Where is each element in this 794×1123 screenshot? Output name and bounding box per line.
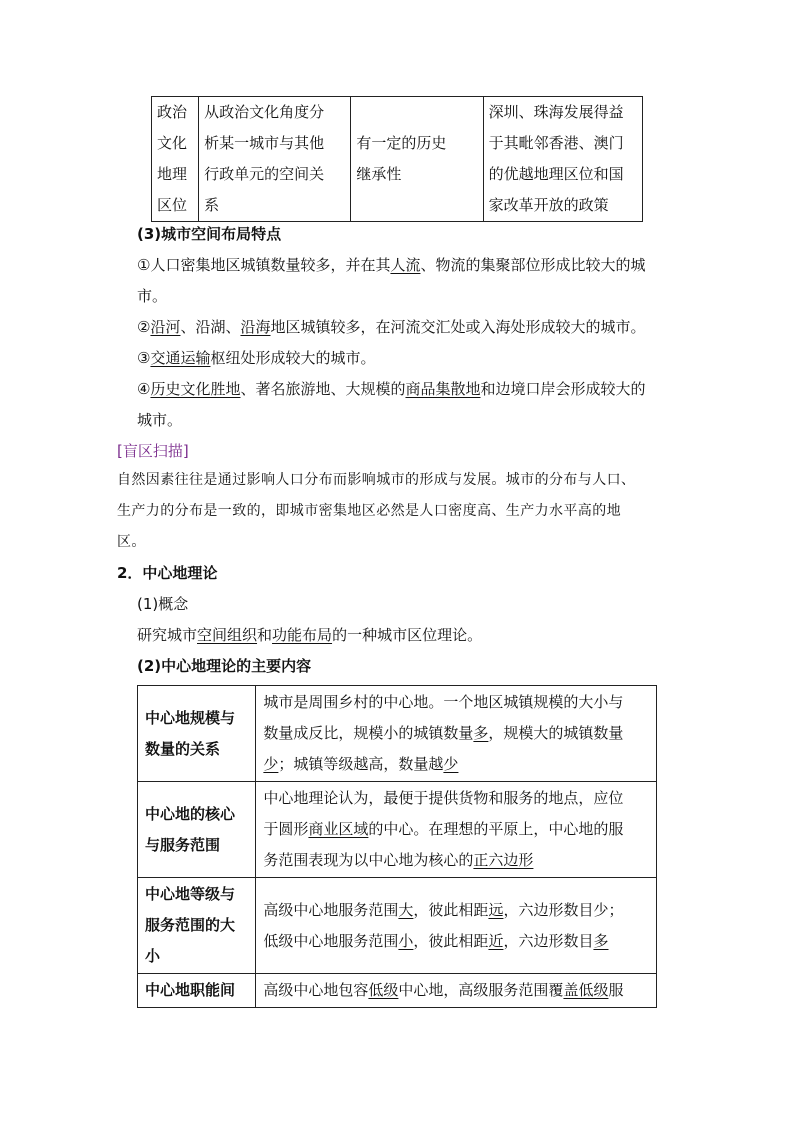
underlined-answer: 功能布局 (272, 626, 333, 644)
underlined-answer: 沿河 (150, 318, 181, 336)
underlined-answer: 少 (263, 755, 279, 773)
text: 务范围表现为以中心地为核心的 (263, 851, 474, 869)
underlined-answer: 历史文化胜地 (150, 380, 241, 398)
text: ② (137, 318, 151, 336)
analysis-cell: 从政治文化角度分 析某一城市与其他 行政单元的空间关 系 (199, 97, 351, 222)
feature-cell: 有一定的历史 继承性 (351, 97, 483, 222)
paragraph-line (137, 317, 646, 337)
text: 地区城镇较多，在河流交汇处或入海处形成较大的城市。 (270, 318, 646, 336)
sub-heading: (1)概念 (137, 595, 189, 613)
underlined-answer: 低级 (368, 981, 399, 999)
row-key: 中心地等级与 服务范围的大 小 (138, 878, 256, 974)
underlined-answer: 盖低级 (563, 981, 609, 999)
text: 、著名旅游地、大规模的 (240, 380, 406, 398)
factor-cell: 政治 文化 地理 区位 (152, 97, 199, 222)
text: 和 (257, 626, 273, 644)
example-cell: 深圳、珠海发展得益 于其毗邻香港、澳门 的优越地理区位和国 家改革开放的政策 (483, 97, 642, 222)
text: 低级中心地服务范围 (263, 931, 399, 950)
underlined-answer: 小 (398, 931, 414, 950)
paragraph-line: 城市。 (137, 411, 183, 429)
paragraph-line (137, 625, 482, 645)
paragraph-line (137, 255, 645, 275)
text: 服 (608, 981, 624, 999)
row-key: 中心地职能间 (138, 974, 256, 1008)
table-row (138, 974, 657, 1008)
underlined-answer: 多 (473, 724, 489, 742)
note-line: 生产力的分布是一致的，即城市密集地区必然是人口密度高、生产力水平高的地 (117, 503, 621, 519)
row-value (256, 878, 657, 974)
underlined-answer: 多 (593, 931, 609, 950)
text: 枢纽处形成较大的城市。 (210, 349, 376, 367)
text: 的中心。在理想的平原上，中心地的服 (368, 820, 624, 838)
text: ，彼此相距 (413, 900, 489, 919)
scan-label: [盲区扫描] (117, 442, 189, 460)
text: ；城镇等级越高，数量越 (278, 755, 444, 773)
underlined-answer: 少 (443, 755, 459, 773)
row-key: 中心地的核心 与服务范围 (138, 782, 256, 878)
table-row (138, 686, 657, 782)
underlined-answer: 人流 (390, 256, 421, 274)
underlined-answer: 商品集散地 (405, 380, 481, 398)
underlined-answer: 交通运输 (150, 349, 211, 367)
text: 中心地，高级服务范围覆 (398, 981, 564, 999)
paragraph-line (137, 379, 646, 399)
underlined-answer: 空间组织 (197, 626, 258, 644)
underlined-answer: 大 (398, 900, 414, 919)
text: 城市是周围乡村的中心地。一个地区城镇规模的大小与 (263, 693, 624, 711)
paragraph-line (137, 348, 375, 368)
text: ，规模大的城镇数量 (488, 724, 624, 742)
note-line: 区。 (117, 534, 146, 550)
row-key: 中心地规模与 数量的关系 (138, 686, 256, 782)
central-place-table (137, 685, 657, 1008)
text: ①人口密集地区城镇数量较多，并在其 (137, 256, 391, 274)
text: ，彼此相距 (413, 931, 489, 950)
text: 和边境口岸会形成较大的 (480, 380, 646, 398)
text: 研究城市 (137, 626, 198, 644)
table-row (152, 97, 643, 222)
text: ③ (137, 349, 151, 367)
underlined-answer: 商业区域 (308, 820, 369, 838)
text: 数量成反比，规模小的城镇数量 (263, 724, 474, 742)
note-line: 自然因素往往是通过影响人口分布而影响城市的形成与发展。城市的分布与人口、 (117, 472, 636, 488)
text: 中心地理论认为，最便于提供货物和服务的地点，应位 (263, 789, 624, 807)
underlined-answer: 沿海 (240, 318, 271, 336)
table-row (138, 782, 657, 878)
section-heading: (3)城市空间布局特点 (137, 225, 282, 243)
underlined-answer: 远 (488, 900, 504, 919)
row-value (256, 782, 657, 878)
sub-heading: (2)中心地理论的主要内容 (137, 657, 312, 675)
text: 、沿湖、 (180, 318, 241, 336)
text: ，六边形数目 (503, 931, 594, 950)
text: ④ (137, 380, 151, 398)
underlined-answer: 近 (488, 931, 504, 950)
text: 于圆形 (263, 820, 309, 838)
text: ，六边形数目少； (503, 900, 624, 919)
row-value (256, 686, 657, 782)
underlined-answer: 正六边形 (473, 851, 534, 869)
urban-location-table (151, 96, 643, 222)
text: 高级中心地包容 (263, 981, 369, 999)
section-heading: 2．中心地理论 (117, 564, 218, 582)
paragraph-line: 市。 (137, 287, 168, 305)
text: 高级中心地服务范围 (263, 900, 399, 919)
text: 的一种城市区位理论。 (332, 626, 483, 644)
table-row (138, 878, 657, 974)
text: 、物流的集聚部位形成比较大的城 (420, 256, 646, 274)
row-value (256, 974, 657, 1008)
